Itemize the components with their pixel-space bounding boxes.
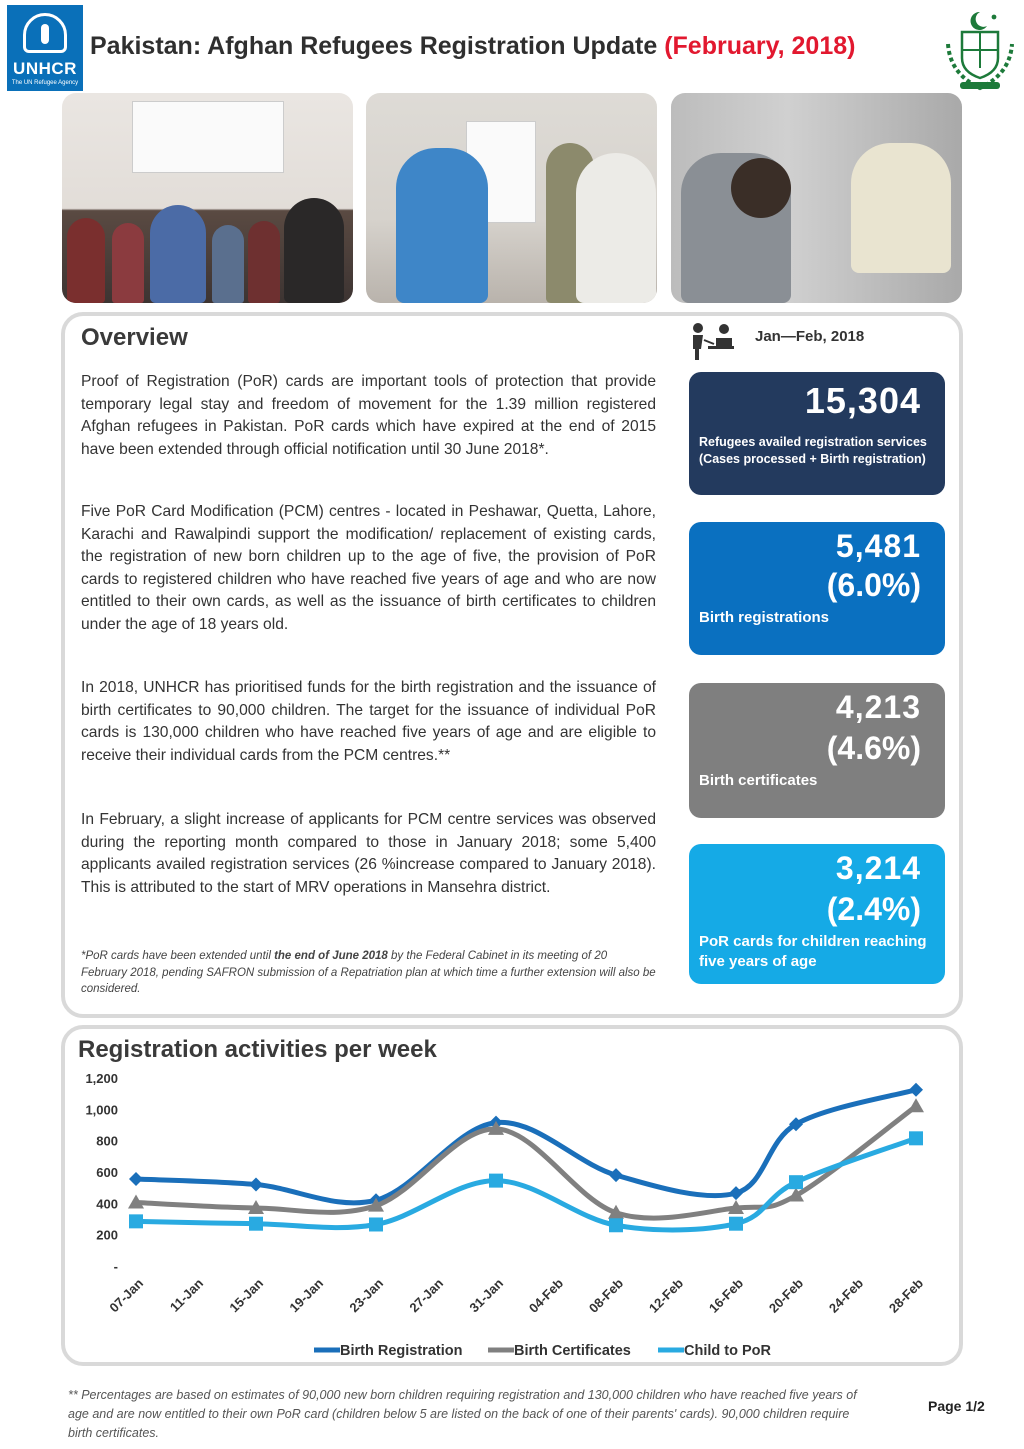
overview-paragraph-1: Proof of Registration (PoR) cards are important tools of protection that provide temporary legal stay and freedom of movement for the 1.39 million registered Afghan refugees in Pakistan. PoR cards which have expired at the end of 2015 have been extended through official notification until 30 June 2018*. — [81, 373, 656, 458]
data-point — [249, 1178, 263, 1192]
x-tick-label: 11-Jan — [166, 1275, 207, 1315]
page-title — [90, 32, 855, 61]
data-point — [729, 1186, 743, 1200]
stat-birth-certificates — [689, 683, 945, 818]
x-tick-label: 19-Jan — [286, 1275, 327, 1316]
stat-label: Birth certificates — [699, 772, 818, 789]
data-point — [129, 1214, 143, 1228]
stat-label: Refugees availed registration services (Cases processed + Birth registration) — [699, 435, 927, 466]
x-tick-label: 23-Jan — [346, 1275, 387, 1316]
data-point — [909, 1131, 923, 1145]
stat-percent: (6.0%) — [826, 567, 921, 603]
stat-refugees-availed — [689, 372, 945, 495]
y-tick-label: 1,000 — [85, 1102, 118, 1118]
x-tick-label: 04-Feb — [525, 1275, 567, 1316]
reporting-period: Jan—Feb, 2018 — [755, 328, 865, 345]
legend-label: Child to PoR — [684, 1343, 771, 1359]
stat-label: Birth registrations — [699, 609, 830, 626]
logo-subtitle: The UN Refugee Agency — [11, 80, 79, 86]
x-tick-label: 27-Jan — [406, 1275, 447, 1316]
photo-families-waiting — [62, 93, 353, 303]
title-main: Pakistan: Afghan Refugees Registration Update — [90, 32, 658, 60]
data-point — [249, 1217, 263, 1231]
stat-value: 5,481 — [835, 528, 921, 564]
x-tick-label: 24-Feb — [825, 1275, 867, 1316]
data-point — [609, 1168, 623, 1182]
x-tick-label: 15-Jan — [226, 1275, 267, 1316]
photo-unhcr-staff — [366, 93, 657, 303]
registration-line-chart — [66, 1062, 958, 1364]
x-tick-label: 16-Feb — [705, 1275, 747, 1316]
stat-por-cards-children — [689, 844, 945, 984]
overview-footnote: *PoR cards have been extended until the end of June 2018 by the Federal Cabinet in its meeting of 20 February 2018, pending SAFRON submission of a Repatriation plan at which time a further extension will also be considered. — [81, 950, 656, 995]
percentage-footnote: ** Percentages are based on estimates of 90,000 new born children requiring registration and 130,000 children who have reached five years of age and are now entitled to their own PoR card (children below 5 are listed on the back of one of their parents' cards). 90,000 children require birth certificates. — [68, 1388, 857, 1440]
y-tick-label: 400 — [96, 1196, 118, 1212]
legend-label: Birth Registration — [340, 1343, 463, 1359]
x-tick-label: 12-Feb — [645, 1275, 687, 1316]
overview-paragraph-4: In February, a slight increase of applicants for PCM centre services was observed during the reporting month compared to those in January 2018; some 5,400 applicants availed registration services (26 %increase compared to January 2018). This is attributed to the start of MRV operations in Mansehra district. — [81, 811, 656, 896]
unhcr-emblem-icon — [23, 13, 67, 53]
data-point — [908, 1098, 924, 1112]
x-tick-label: 20-Feb — [765, 1275, 807, 1316]
data-point — [489, 1174, 503, 1188]
pakistan-emblem-icon — [942, 8, 1018, 92]
legend-label: Birth Certificates — [514, 1343, 631, 1359]
data-point — [789, 1175, 803, 1189]
y-tick-label: 800 — [96, 1133, 118, 1149]
x-tick-label: 28-Feb — [885, 1275, 927, 1316]
overview-paragraph-2: Five PoR Card Modification (PCM) centres - located in Peshawar, Quetta, Lahore, Karachi and Rawalpindi support the modification/ replacement of existing cards, the registration of new born children up to the age of five, the provision of PoR cards to registered children who have reached five years of age and who are now entitled to their own cards, as well as the issuance of birth certificates to children under the age of 18 years old. — [81, 503, 656, 633]
stat-birth-registrations — [689, 522, 945, 655]
y-tick-label: 200 — [96, 1227, 118, 1243]
photo-registration-window — [671, 93, 962, 303]
y-tick-label: 600 — [96, 1165, 118, 1180]
x-tick-label: 08-Feb — [585, 1275, 627, 1316]
unhcr-logo — [7, 5, 83, 91]
stat-value: 3,214 — [835, 850, 921, 886]
stat-percent: (4.6%) — [826, 730, 921, 766]
x-tick-label: 31-Jan — [466, 1275, 507, 1316]
stat-label: PoR cards for children reaching five years of age — [699, 933, 927, 970]
data-point — [729, 1217, 743, 1231]
y-tick-label: - — [113, 1259, 118, 1274]
data-point — [369, 1217, 383, 1231]
chart-title: Registration activities per week — [78, 1036, 437, 1063]
overview-paragraph-3: In 2018, UNHCR has prioritised funds for the birth registration and the issuance of birth certificates to 90,000 children. The target for the issuance of individual PoR cards is 130,000 children who have reached five years of age and are eligible to receive their individual cards from the PCM centres.** — [81, 679, 656, 764]
overview-heading: Overview — [81, 324, 188, 351]
registration-person-icon — [690, 320, 736, 362]
stat-percent: (2.4%) — [826, 891, 921, 927]
data-point — [129, 1172, 143, 1186]
logo-name: UNHCR — [13, 59, 77, 78]
data-point — [609, 1218, 623, 1232]
data-point — [909, 1083, 923, 1097]
y-tick-label: 1,200 — [85, 1071, 118, 1086]
stat-value: 15,304 — [804, 380, 921, 421]
page-number: Page 1/2 — [928, 1398, 985, 1414]
title-date: (February, 2018) — [664, 32, 856, 60]
stat-value: 4,213 — [835, 689, 921, 725]
x-tick-label: 07-Jan — [106, 1275, 147, 1316]
